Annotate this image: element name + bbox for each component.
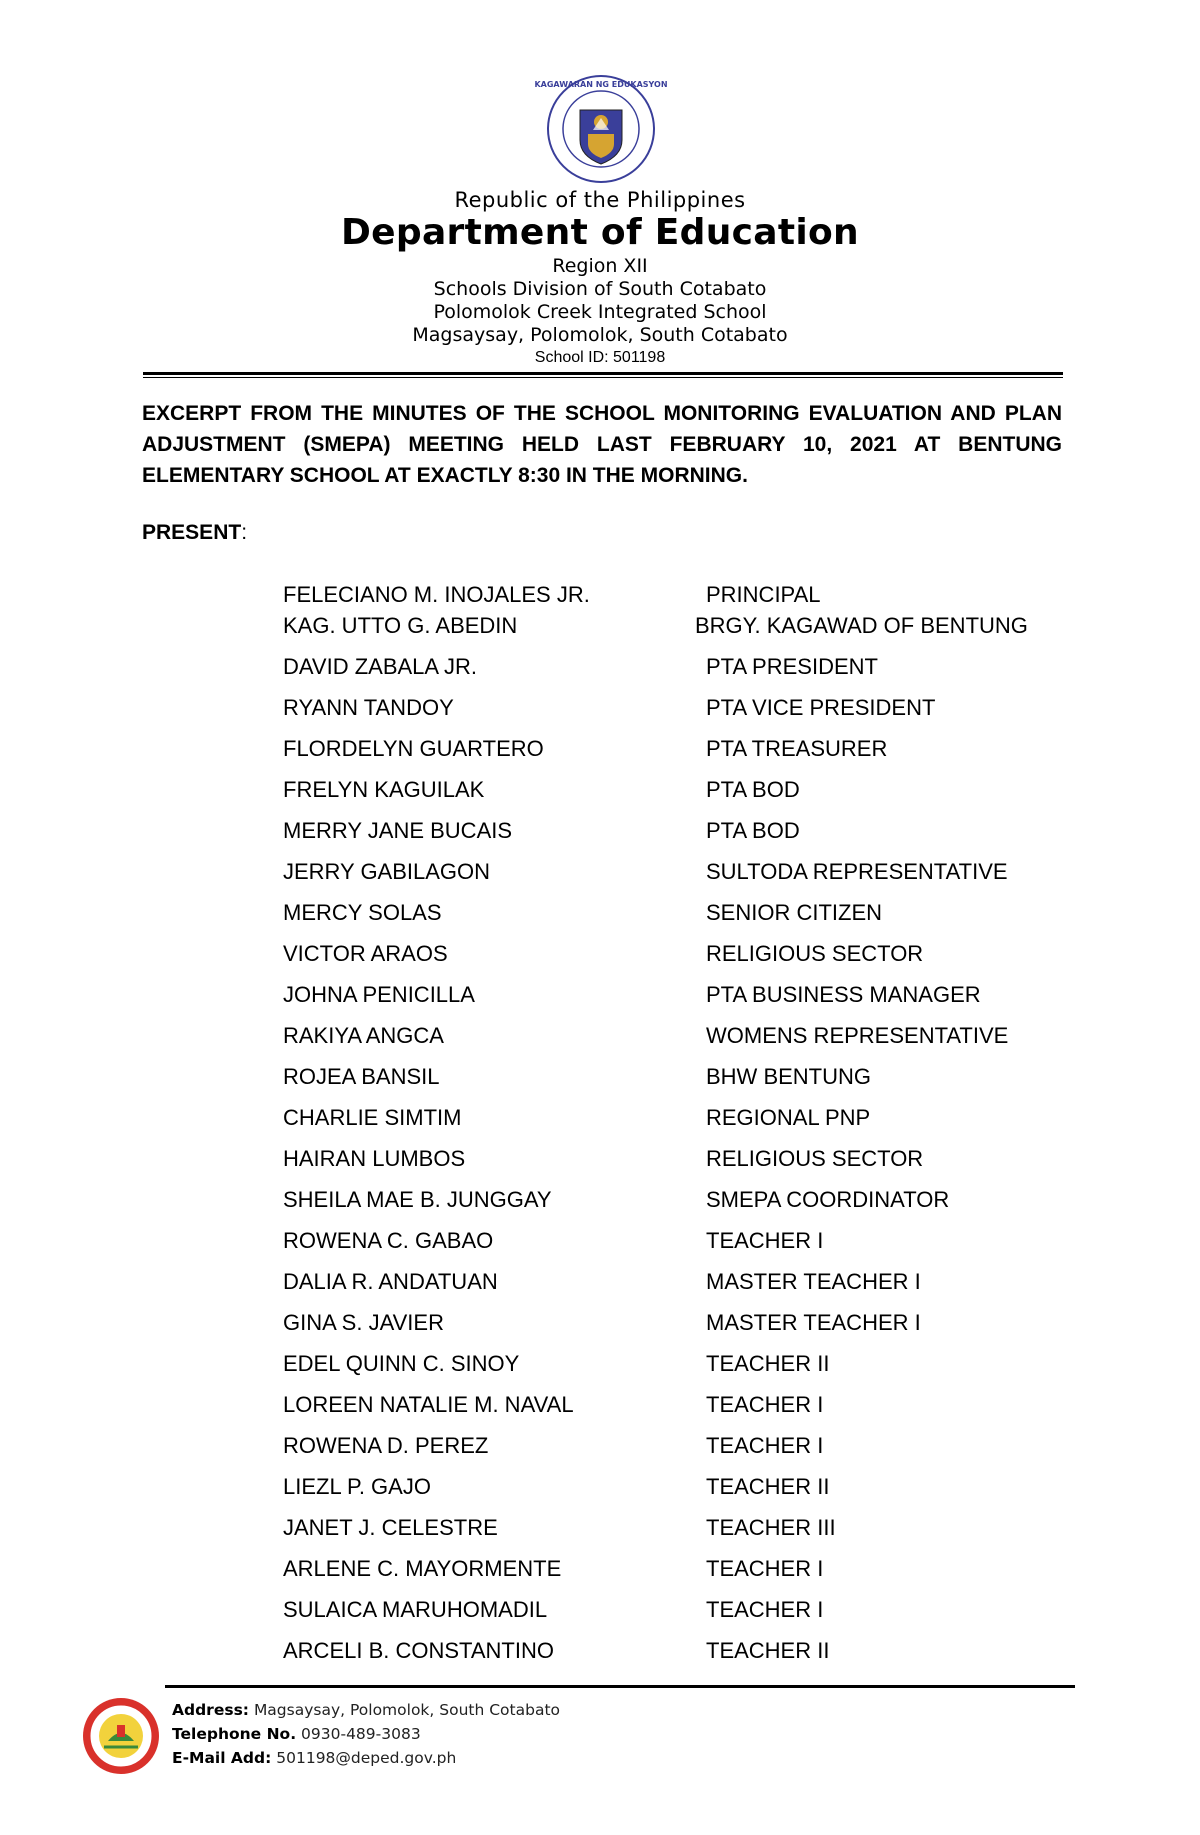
attendee-row bbox=[283, 1392, 1083, 1433]
attendee-name: ROJEA BANSIL bbox=[283, 1064, 440, 1089]
attendee-position: RELIGIOUS SECTOR bbox=[706, 1146, 924, 1171]
attendee-row bbox=[283, 1638, 1083, 1679]
attendee-name: DAVID ZABALA JR. bbox=[283, 654, 477, 679]
attendee-row bbox=[283, 582, 1083, 613]
attendee-row bbox=[283, 1351, 1083, 1392]
attendee-name: JERRY GABILAGON bbox=[283, 859, 491, 884]
attendee-row bbox=[283, 982, 1083, 1023]
attendee-row bbox=[283, 818, 1083, 859]
attendee-position: MASTER TEACHER I bbox=[706, 1269, 921, 1294]
attendee-name: GINA S. JAVIER bbox=[283, 1310, 444, 1335]
school-logo bbox=[80, 1695, 162, 1777]
attendee-position: TEACHER I bbox=[706, 1433, 824, 1458]
attendee-position: PTA BUSINESS MANAGER bbox=[706, 982, 981, 1007]
attendee-name: FRELYN KAGUILAK bbox=[283, 777, 485, 802]
seal-lettering: KAGAWARAN NG EDUKASYON bbox=[534, 80, 668, 89]
attendee-name: CHARLIE SIMTIM bbox=[283, 1105, 462, 1130]
attendee-name: LOREEN NATALIE M. NAVAL bbox=[283, 1392, 574, 1417]
attendee-position: MASTER TEACHER I bbox=[706, 1310, 921, 1335]
attendee-name: JANET J. CELESTRE bbox=[283, 1515, 498, 1540]
attendee-name: FLORDELYN GUARTERO bbox=[283, 736, 544, 761]
attendee-position: TEACHER I bbox=[706, 1228, 824, 1253]
attendee-position: PTA BOD bbox=[706, 818, 800, 843]
footer-divider bbox=[165, 1685, 1075, 1688]
attendee-row bbox=[283, 1105, 1083, 1146]
attendee-row bbox=[283, 1064, 1083, 1105]
attendee-position: PRINCIPAL bbox=[706, 582, 821, 607]
division-line: Schools Division of South Cotabato bbox=[433, 278, 767, 300]
attendee-position: PTA VICE PRESIDENT bbox=[706, 695, 936, 720]
footer-address-value: Magsaysay, Polomolok, South Cotabato bbox=[253, 1701, 561, 1719]
department-heading: Department of Education bbox=[341, 212, 859, 253]
attendee-row bbox=[283, 1597, 1083, 1638]
attendee-position: BRGY. KAGAWAD OF BENTUNG bbox=[695, 613, 1028, 638]
attendee-name: JOHNA PENICILLA bbox=[283, 982, 475, 1007]
attendee-name: ROWENA D. PEREZ bbox=[283, 1433, 489, 1458]
header-divider-thin bbox=[143, 377, 1063, 378]
attendee-name: ARLENE C. MAYORMENTE bbox=[283, 1556, 562, 1581]
present-colon: : bbox=[241, 521, 248, 544]
attendee-position: TEACHER I bbox=[706, 1597, 824, 1622]
attendees-list bbox=[283, 582, 1083, 1679]
attendee-row bbox=[283, 736, 1083, 777]
attendee-name: FELECIANO M. INOJALES JR. bbox=[283, 582, 590, 607]
attendee-row bbox=[283, 941, 1083, 982]
attendee-row bbox=[283, 1433, 1083, 1474]
attendee-name: VICTOR ARAOS bbox=[283, 941, 448, 966]
school-line: Polomolok Creek Integrated School bbox=[433, 301, 767, 323]
attendee-name: SHEILA MAE B. JUNGGAY bbox=[283, 1187, 552, 1212]
footer-telephone bbox=[172, 1722, 560, 1746]
attendee-name: MERRY JANE BUCAIS bbox=[283, 818, 513, 843]
footer-contact bbox=[172, 1698, 560, 1770]
attendee-position: TEACHER III bbox=[706, 1515, 836, 1540]
attendee-row bbox=[283, 695, 1083, 736]
attendee-row bbox=[283, 777, 1083, 818]
attendee-row bbox=[283, 1023, 1083, 1064]
present-label bbox=[142, 521, 247, 545]
attendee-row bbox=[283, 1310, 1083, 1351]
attendee-row bbox=[283, 1187, 1083, 1228]
attendee-row bbox=[283, 1269, 1083, 1310]
attendee-name: RYANN TANDOY bbox=[283, 695, 454, 720]
attendee-row bbox=[283, 1515, 1083, 1556]
school-address-line: Magsaysay, Polomolok, South Cotabato bbox=[412, 324, 788, 346]
footer-telephone-value: 0930-489-3083 bbox=[301, 1725, 421, 1743]
minutes-title: EXCERPT FROM THE MINUTES OF THE SCHOOL MONITORING EVALUATION AND PLAN ADJUSTMENT (SMEPA) MEETING HELD LAST FEBRUARY 10, 2021 AT BENTUNG ELEMENTARY SCHOOL AT EXACTLY 8:30 IN THE MORNING. bbox=[142, 402, 1062, 487]
attendee-position: TEACHER II bbox=[706, 1474, 830, 1499]
attendee-position: WOMENS REPRESENTATIVE bbox=[706, 1023, 1009, 1048]
attendee-row bbox=[283, 613, 1083, 654]
attendee-row bbox=[283, 1146, 1083, 1187]
attendee-name: ARCELI B. CONSTANTINO bbox=[283, 1638, 554, 1663]
footer-telephone-label: Telephone No. bbox=[172, 1725, 297, 1743]
footer-email-label: E-Mail Add: bbox=[172, 1749, 272, 1767]
attendee-row bbox=[283, 859, 1083, 900]
attendee-position: BHW BENTUNG bbox=[706, 1064, 871, 1089]
attendee-position: TEACHER I bbox=[706, 1556, 824, 1581]
attendee-position: TEACHER II bbox=[706, 1638, 830, 1663]
attendee-position: RELIGIOUS SECTOR bbox=[706, 941, 924, 966]
attendee-position: PTA BOD bbox=[706, 777, 800, 802]
attendee-name: LIEZL P. GAJO bbox=[283, 1474, 431, 1499]
attendee-position: SMEPA COORDINATOR bbox=[706, 1187, 950, 1212]
deped-seal-logo bbox=[534, 74, 668, 184]
footer-address bbox=[172, 1698, 560, 1722]
attendee-position: PTA TREASURER bbox=[706, 736, 888, 761]
attendee-position: PTA PRESIDENT bbox=[706, 654, 878, 679]
attendee-row bbox=[283, 900, 1083, 941]
attendee-name: ROWENA C. GABAO bbox=[283, 1228, 494, 1253]
header-divider bbox=[143, 372, 1063, 375]
attendee-row bbox=[283, 654, 1083, 695]
present-label-text: PRESENT bbox=[142, 521, 242, 544]
attendee-position: SENIOR CITIZEN bbox=[706, 900, 883, 925]
school-id-line: School ID: 501198 bbox=[534, 349, 666, 366]
attendee-position: TEACHER II bbox=[706, 1351, 830, 1376]
attendee-row bbox=[283, 1228, 1083, 1269]
attendee-row bbox=[283, 1556, 1083, 1597]
attendee-name: SULAICA MARUHOMADIL bbox=[283, 1597, 548, 1622]
attendee-name: KAG. UTTO G. ABEDIN bbox=[283, 613, 518, 638]
attendee-name: MERCY SOLAS bbox=[283, 900, 442, 925]
attendee-position: REGIONAL PNP bbox=[706, 1105, 871, 1130]
footer-email-value: 501198@deped.gov.ph bbox=[276, 1749, 457, 1767]
attendee-name: DALIA R. ANDATUAN bbox=[283, 1269, 498, 1294]
attendee-name: EDEL QUINN C. SINOY bbox=[283, 1351, 520, 1376]
attendee-name: HAIRAN LUMBOS bbox=[283, 1146, 466, 1171]
attendee-name: RAKIYA ANGCA bbox=[283, 1023, 444, 1048]
region-line: Region XII bbox=[552, 255, 648, 277]
republic-heading: Republic of the Philippines bbox=[454, 188, 746, 212]
attendee-position: TEACHER I bbox=[706, 1392, 824, 1417]
footer-email bbox=[172, 1746, 560, 1770]
attendee-position: SULTODA REPRESENTATIVE bbox=[706, 859, 1008, 884]
attendee-row bbox=[283, 1474, 1083, 1515]
footer-address-label: Address: bbox=[172, 1701, 249, 1719]
